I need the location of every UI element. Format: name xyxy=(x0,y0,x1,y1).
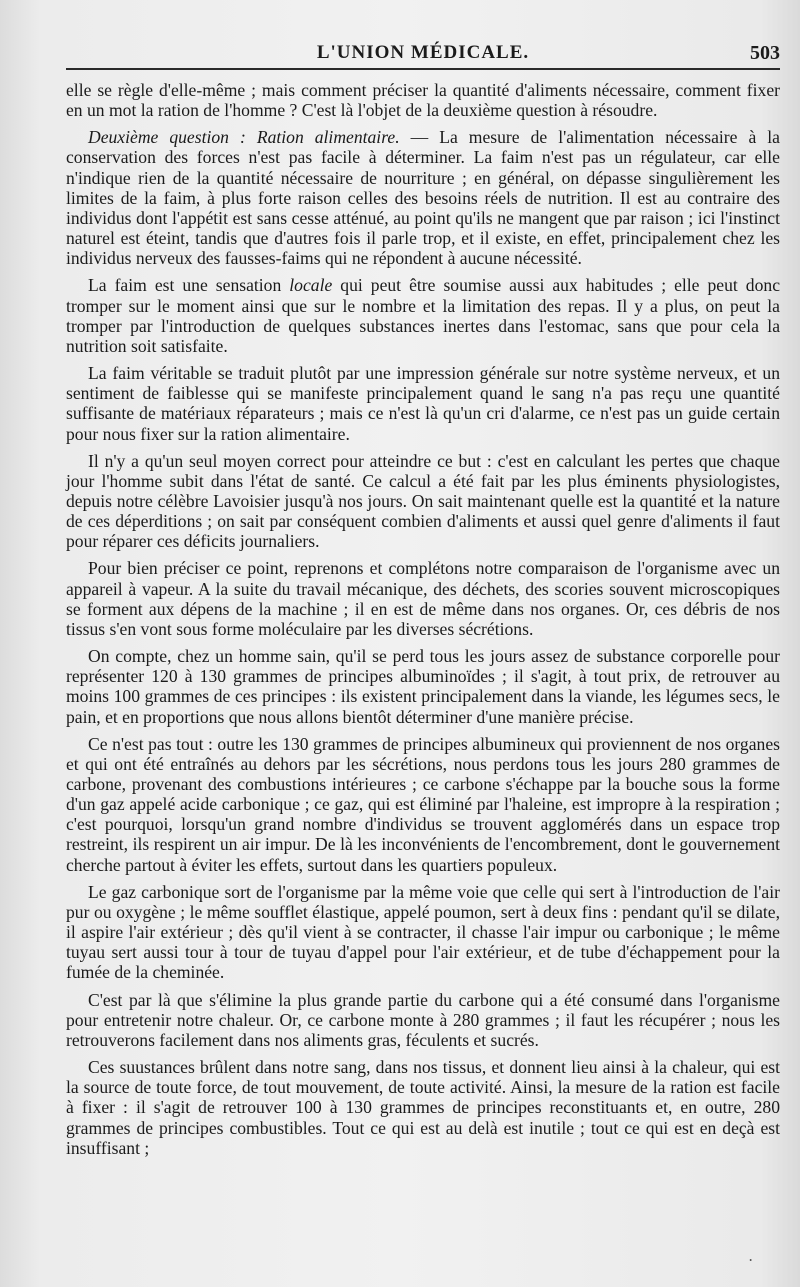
running-title: L'UNION MÉDICALE. xyxy=(316,42,530,63)
paragraph-text: Pour bien préciser ce point, reprenons et complétons notre comparaison de l'organisme avec un appareil à vapeur. A la suite du travail mécanique, des déchets, des scories souvent microscopiques se forment aux dépens de la machine ; il en est de même dans nos organes. Or, ces débris de nos tissus s'en vont sous forme moléculaire par les diverses sécrétions. xyxy=(66,558,780,639)
paragraph xyxy=(66,558,780,639)
paragraph xyxy=(66,990,780,1050)
paragraph-text: Le gaz carbonique sort de l'organisme par la même voie que celle qui sert à l'introduction de l'air pur ou oxygène ; le même soufflet élastique, appelé poumon, sert à deux fins : pendant qu'il se dilate, il aspire l'air extérieur ; dès qu'il vient à se contracter, il chasse l'air impur ou carbonique ; le même tuyau sert aussi tour à tour de tuyau d'appel pour l'air extérieur, et de tube d'échappement pour la fumée de la cheminée. xyxy=(66,881,780,983)
paragraph-text: On compte, chez un homme sain, qu'il se perd tous les jours assez de substance corporelle pour représenter 120 à 130 grammes de principes albuminoïdes ; il s'agit, à tout prix, de retrouver au moins 100 grammes de ces principes : ils existent principalement dans la viande, les légumes secs, le pain, et en proportions que nous allons bientôt déterminer d'une manière précise. xyxy=(66,646,780,727)
page-header xyxy=(66,38,780,68)
paragraph-text: — La mesure de l'alimentation nécessaire à la conservation des forces n'est pas facile à déterminer. La faim n'est pas un régulateur, car elle n'indique rien de la quantité nécessaire de nourriture ; en général, on dépasse singulièrement les limites de la faim, à plus forte raison celles des besoins réels de nutrition. Il est au contraire des individus dont l'appétit est sans cesse atténué, au point qu'ils ne mangent que par raison ; ici l'instinct naturel est éteint, tandis que d'autres fois il parle trop, et il existe, en effet, principalement chez les individus nerveux des fausses-faims qui ne répondent à aucune nécessité. xyxy=(66,127,780,269)
paragraph xyxy=(66,127,780,268)
paragraph xyxy=(66,882,780,983)
page-number: 503 xyxy=(750,42,780,64)
paragraph-text: elle se règle d'elle-même ; mais comment préciser la quantité d'aliments nécessaire, comment fixer en un mot la ration de l'homme ? C'est là l'objet de la deuxième question à résoudre. xyxy=(66,80,780,121)
paragraph xyxy=(66,275,780,356)
italic-text: locale xyxy=(289,275,333,296)
paragraph xyxy=(66,734,780,875)
paragraph-text: C'est par là que s'élimine la plus grande partie du carbone qui a été consumé dans l'organisme pour entretenir notre chaleur. Or, ce carbone monte à 280 grammes ; il faut les récupérer ; nous les retrouverons facilement dans nos aliments gras, féculents et sucrés. xyxy=(66,989,780,1050)
paragraph-text: qui peut être soumise aussi aux habitudes ; elle peut donc tromper sur le moment ainsi que sur le nombre et la limitation des repas. Il y a plus, on peut la tromper par l'introduction de quelques substances inertes dans l'estomac, sans que pour cela la nutrition soit satisfaite. xyxy=(66,275,780,356)
body-text xyxy=(66,80,780,1165)
paragraph xyxy=(66,363,780,444)
paragraph xyxy=(66,451,780,552)
paragraph xyxy=(66,1057,780,1158)
paragraph-text: La faim véritable se traduit plutôt par une impression générale sur notre système nerveux, et un sentiment de faiblesse qui se manifeste principalement quand le sang n'a pas reçu une quantité suffisante de matériaux réparateurs ; mais ce n'est là qu'un cri d'alarme, ce n'est pas un guide certain pour nous fixer sur la ration alimentaire. xyxy=(66,363,780,444)
paragraph-text: Ce n'est pas tout : outre les 130 grammes de principes albumineux qui proviennent de nos organes et qui ont été entraînés au dehors par les sécrétions, nous perdons tous les jours 280 grammes de carbone, provenant des combustions intérieures ; ce carbone s'échappe par la bouche sous la forme d'un gaz appelé acide carbonique ; ce gaz, qui est éliminé par l'haleine, est impropre à la respiration ; c'est pourquoi, lorsqu'un grand nombre d'individus se trouvent agglomérés dans un espace trop restreint, ils respirent un air impur. De là les inconvénients de l'encombrement, dont le gouvernement cherche partout à éviter les effets, surtout dans les quartiers populeux. xyxy=(66,733,780,875)
paragraph-text: La faim est une sensation xyxy=(88,275,290,296)
paragraph xyxy=(66,80,780,120)
header-rule xyxy=(66,68,780,70)
page-ornament: • xyxy=(749,1256,752,1265)
paragraph-text: Il n'y a qu'un seul moyen correct pour atteindre ce but : c'est en calculant les pertes que chaque jour l'homme subit dans l'état de santé. Ce calcul a été fait par les plus éminents physiologistes, depuis notre célèbre Lavoisier jusqu'à nos jours. On sait maintenant quelle est la quantité et la nature de ces déperditions ; on sait par conséquent combien d'aliments et aussi quel genre d'aliments il faut pour réparer ces déficits journaliers. xyxy=(66,450,780,552)
italic-text: Deuxième question : Ration alimentaire. xyxy=(88,127,400,148)
paragraph-text: Ces suustances brûlent dans notre sang, dans nos tissus, et donnent lieu ainsi à la chaleur, qui est la source de toute force, de tout mouvement, de toute activité. Ainsi, la mesure de la ration est facile à fixer : il s'agit de retrouver 100 à 130 grammes de principes reconstituants et, en outre, 280 grammes de principes combustibles. Tout ce qui est au delà est inutile ; tout ce qui est en deçà est insuffisant ; xyxy=(66,1057,780,1158)
paragraph xyxy=(66,646,780,727)
